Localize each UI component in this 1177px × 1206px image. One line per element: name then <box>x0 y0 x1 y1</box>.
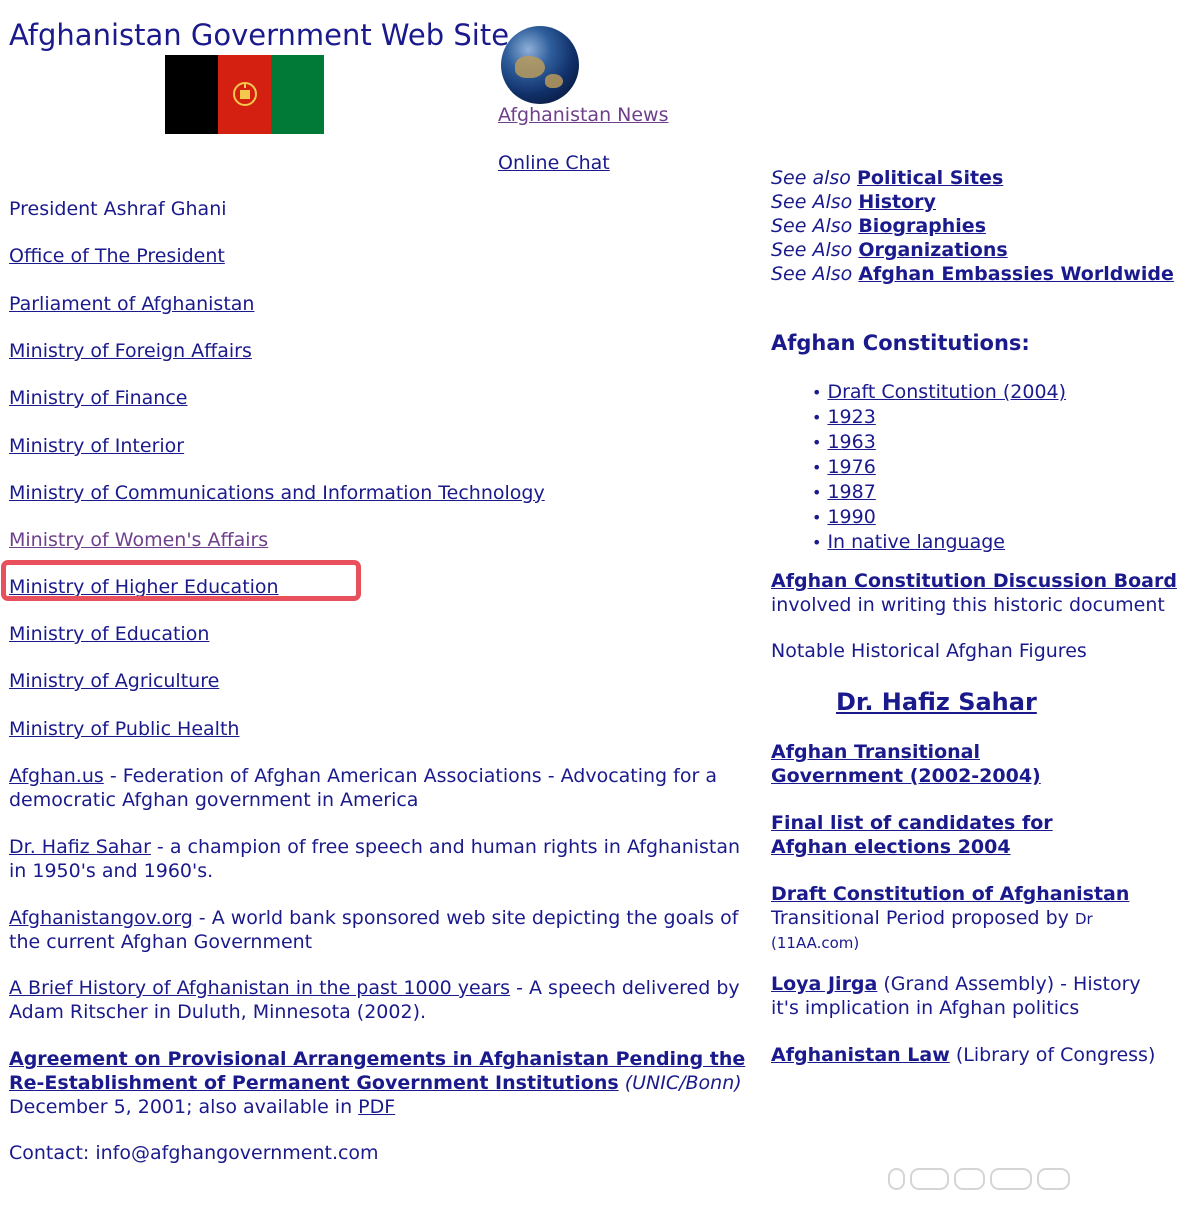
transitional-government-link[interactable]: Afghan Transitional Government (2002-2004) <box>771 741 1041 787</box>
biographies-link[interactable]: Biographies <box>858 215 987 237</box>
site-title: Afghanistan Government Web Site <box>9 18 510 52</box>
finance-link[interactable]: Ministry of Finance <box>9 387 188 409</box>
afgov-paragraph: Afghanistangov.org - A world bank sponsored web site depicting the goals of the current Afghan Government <box>9 907 739 953</box>
see-also-item: See Also History <box>771 191 936 213</box>
agriculture-link[interactable]: Ministry of Agriculture <box>9 670 220 692</box>
contact-info: Contact: info@afghangovernment.com <box>9 1142 379 1164</box>
highlight-box <box>1 560 361 601</box>
agreement-link[interactable]: Agreement on Provisional Arrangements in Afghanistan Pending the Re-Establishment of Permanent Government Institutions <box>9 1048 746 1094</box>
list-item <box>812 530 1066 555</box>
parliament-link[interactable]: Parliament of Afghanistan <box>9 293 255 315</box>
draft-paragraph: Draft Constitution of Afghanistan Transitional Period proposed by Dr (11AA.com) <box>771 883 1130 952</box>
draft-constitution-link[interactable]: Draft Constitution of Afghanistan <box>771 883 1130 905</box>
online-chat-link[interactable]: Online Chat <box>498 152 610 174</box>
see-also-item: See Also Afghan Embassies Worldwide <box>771 263 1174 285</box>
constitution-1990-link[interactable]: 1990 <box>827 506 876 528</box>
office-of-president-link[interactable]: Office of The President <box>9 245 225 267</box>
afghan-us-link[interactable]: Afghan.us <box>9 765 104 787</box>
afghanistan-law-link[interactable]: Afghanistan Law <box>771 1044 950 1066</box>
flag-black-stripe <box>165 55 218 134</box>
loya-jirga-link[interactable]: Loya Jirga <box>771 973 878 995</box>
hafiz-sahar-link[interactable]: Dr. Hafiz Sahar <box>9 836 151 858</box>
candidates-link[interactable]: Final list of candidates for Afghan elections 2004 <box>771 812 1053 858</box>
education-link[interactable]: Ministry of Education <box>9 623 210 645</box>
afghanistan-news-link[interactable]: Afghanistan News <box>498 104 669 126</box>
loya-jirga-paragraph: Loya Jirga (Grand Assembly) - History it's implication in Afghan politics <box>771 973 1141 1019</box>
embassies-link[interactable]: Afghan Embassies Worldwide <box>858 263 1174 285</box>
agreement-paragraph: Agreement on Provisional Arrangements in Afghanistan Pending the Re-Establishment of Permanent Government Institutions (UNIC/Bonn) December 5, 2001; also available in PDF <box>9 1048 746 1118</box>
list-item <box>812 455 1066 480</box>
constitutions-heading: Afghan Constitutions: <box>771 331 1030 355</box>
list-item <box>812 430 1066 455</box>
candidates-paragraph <box>771 811 1111 859</box>
list-item <box>812 380 1066 405</box>
history-paragraph: A Brief History of Afghanistan in the past 1000 years - A speech delivered by Adam Ritscher in Duluth, Minnesota (2002). <box>9 977 740 1023</box>
discussion-paragraph: Afghan Constitution Discussion Board involved in writing this historic document <box>771 570 1177 616</box>
constitution-1963-link[interactable]: 1963 <box>827 431 876 453</box>
watermark-icon <box>888 1166 1070 1192</box>
see-also-item: See Also Biographies <box>771 215 987 237</box>
transitional-paragraph <box>771 740 1111 788</box>
interior-link[interactable]: Ministry of Interior <box>9 435 185 457</box>
list-item <box>812 505 1066 530</box>
see-also-item: See Also Organizations <box>771 239 1008 261</box>
flag-emblem-icon <box>232 78 258 110</box>
see-also-list <box>771 166 1174 286</box>
foreign-affairs-link[interactable]: Ministry of Foreign Affairs <box>9 340 252 362</box>
list-item <box>812 480 1066 505</box>
afghanistangov-link[interactable]: Afghanistangov.org <box>9 907 193 929</box>
public-health-link[interactable]: Ministry of Public Health <box>9 718 240 740</box>
native-language-link[interactable]: In native language <box>827 531 1005 553</box>
constitutions-list <box>812 380 1066 555</box>
see-also-item: See also Political Sites <box>771 167 1004 189</box>
constitution-discussion-link[interactable]: Afghan Constitution Discussion Board <box>771 570 1177 592</box>
list-item <box>812 405 1066 430</box>
communications-link[interactable]: Ministry of Communications and Information Technology <box>9 482 545 504</box>
constitution-1987-link[interactable]: 1987 <box>827 481 876 503</box>
president-label: President Ashraf Ghani <box>9 198 227 220</box>
globe-icon <box>501 26 579 104</box>
draft-constitution-2004-link[interactable]: Draft Constitution (2004) <box>827 381 1067 403</box>
higher-education-link[interactable]: Ministry of Higher Education <box>9 576 279 598</box>
hafiz-sahar-heading-link[interactable]: Dr. Hafiz Sahar <box>836 688 1037 716</box>
law-paragraph: Afghanistan Law (Library of Congress) <box>771 1044 1156 1066</box>
history-link[interactable]: History <box>858 191 936 213</box>
womens-affairs-link[interactable]: Ministry of Women's Affairs <box>9 529 269 551</box>
afghanistan-flag <box>165 55 324 134</box>
political-sites-link[interactable]: Political Sites <box>856 167 1004 189</box>
flag-green-stripe <box>271 55 324 134</box>
constitution-1976-link[interactable]: 1976 <box>827 456 876 478</box>
afghan-us-paragraph: Afghan.us - Federation of Afghan American Associations - Advocating for a democratic Afghan government in America <box>9 765 717 811</box>
organizations-link[interactable]: Organizations <box>858 239 1008 261</box>
pdf-link[interactable]: PDF <box>358 1096 396 1118</box>
notable-figures-text: Notable Historical Afghan Figures <box>771 640 1087 662</box>
constitution-1923-link[interactable]: 1923 <box>827 406 876 428</box>
sahar-paragraph: Dr. Hafiz Sahar - a champion of free speech and human rights in Afghanistan in 1950's and 1960's. <box>9 836 741 882</box>
brief-history-link[interactable]: A Brief History of Afghanistan in the past 1000 years <box>9 977 511 999</box>
